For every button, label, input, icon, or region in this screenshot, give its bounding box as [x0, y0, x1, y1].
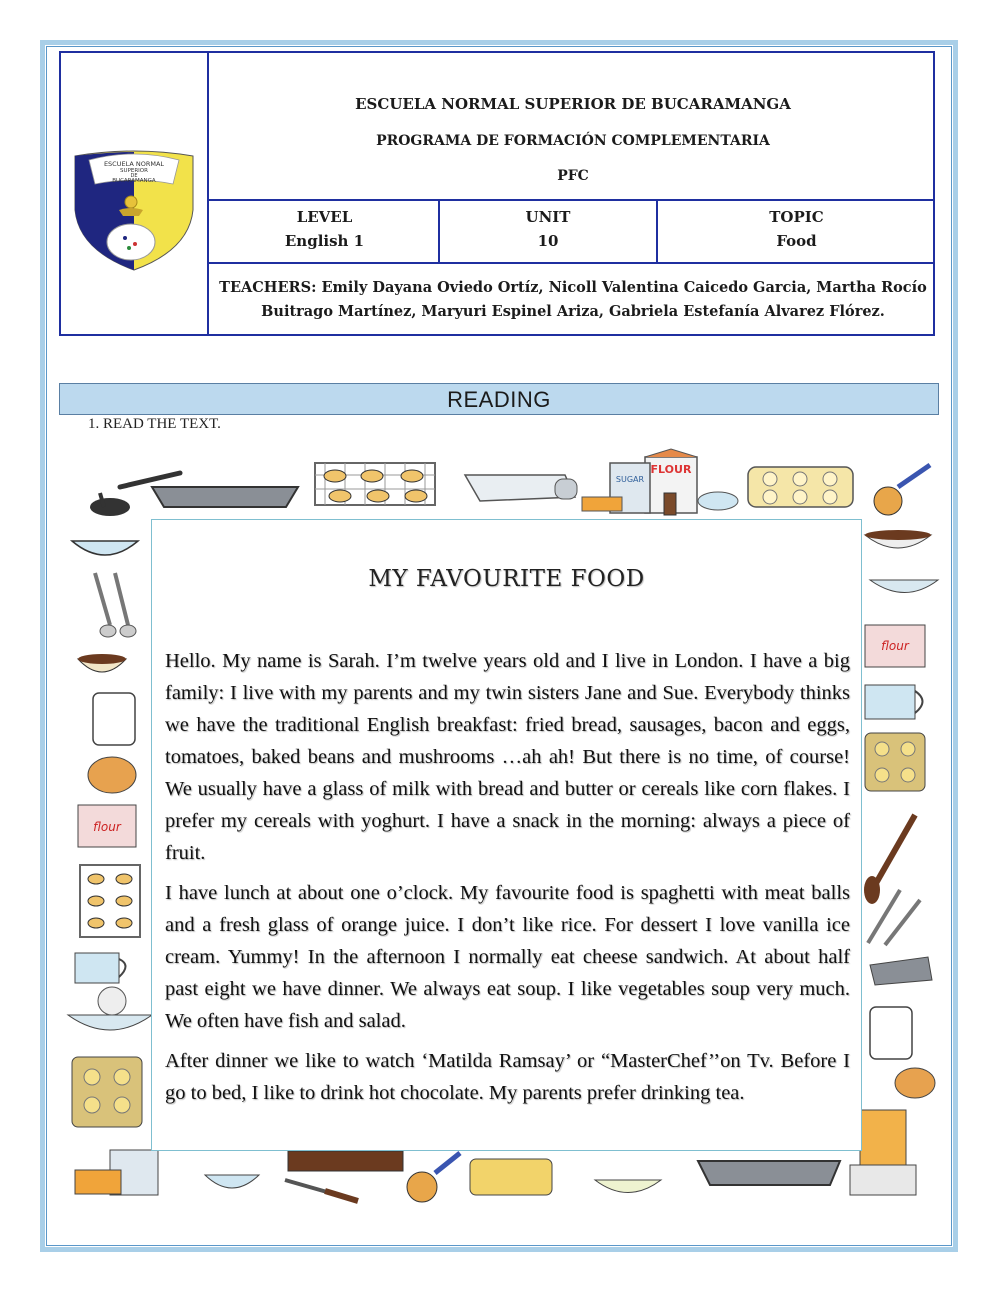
- teachers-line-1: TEACHERS: Emily Dayana Oviedo Ortíz, Nicoll Valentina Caicedo Garcia, Martha Rocío: [219, 279, 927, 296]
- reading-paragraph-1: Hello. My name is Sarah. I’m twelve years old and I live in London. I have a big family: I live with my parents and my twin sisters Jane and Sue. Everybody thinks we have the traditional English breakfast: fried bread, sausages, bacon and eggs, tomatoes, baked beans and mushrooms …ah ah! But there is no time, of course! We usually have a glass of milk with bread and butter or cereals like corn flakes. I prefer my cereals with yoghurt. I have a snack in the morning: always a piece of fruit.: [165, 650, 850, 864]
- cutting-board-icon: [288, 1151, 403, 1171]
- sugar-box-bottom-icon: [75, 1150, 158, 1195]
- chocolate-bowl-right-icon: [865, 530, 931, 548]
- unit-label: UNIT: [525, 208, 571, 226]
- teachers-line-2: Buitrago Martínez, Maryuri Espinel Ariza, Gabriela Estefanía Alvarez Flórez.: [261, 303, 885, 320]
- reading-paragraph-2: I have lunch at about one o’clock. My favourite food is spaghetti with meat balls and a fresh glass of orange juice. I don’t like rice. For dessert I love vanilla ice cream. Yummy! In the afternoon I normally eat cheese sandwich. At about half past eight we have dinner. We always eat soup. I like vegetables soup very much. We often have fish and salad.: [165, 882, 850, 1032]
- baking-tray-bottom-icon: [698, 1161, 840, 1185]
- topic-value: Food: [776, 232, 817, 250]
- logo-text-3: DE: [130, 173, 138, 179]
- measuring-jug-icon: [75, 953, 126, 983]
- milk-bottle-icon: [93, 693, 135, 745]
- whisk-icon: [864, 815, 915, 904]
- foil-roll-icon: [870, 957, 932, 985]
- egg-icon: [88, 757, 136, 793]
- topic-cell: [658, 205, 935, 253]
- level-value: English 1: [284, 232, 365, 250]
- unit-cell: [440, 205, 656, 253]
- measuring-spoons-icon: [95, 573, 136, 637]
- cookie-face-bottom-icon: [407, 1153, 460, 1202]
- lunch-box-icon: [470, 1159, 552, 1195]
- baking-tray-icon: [152, 487, 298, 507]
- header-table: [59, 51, 935, 336]
- knife-icon: [285, 1180, 358, 1201]
- divider: [209, 199, 935, 201]
- muffin-tray-icon: [748, 467, 853, 507]
- logo-text-2: SUPERIOR: [120, 168, 148, 174]
- section-title-bar: READING: [59, 383, 939, 415]
- school-name: ESCUELA NORMAL SUPERIOR DE BUCARAMANGA: [355, 95, 791, 113]
- reading-body: [165, 645, 850, 1117]
- milk-bottle-right-icon: [870, 1007, 912, 1059]
- level-cell: [211, 205, 438, 253]
- reading-paragraph-3: After dinner we like to watch ‘Matilda Ramsay’ or “MasterChef’’on Tv. Before I go to bed, I like to drink hot chocolate. My parents prefer drinking tea.: [165, 1050, 850, 1104]
- muffin-tray-right-icon: [865, 733, 925, 791]
- sugar-label: SUGAR: [615, 475, 645, 484]
- program-name: PROGRAMA DE FORMACIÓN COMPLEMENTARIA: [376, 133, 770, 149]
- chocolate-bowl-icon: [78, 654, 126, 672]
- mixing-bowl-icon: [72, 541, 138, 555]
- reading-title: MY FAVOURITE FOOD: [368, 566, 645, 592]
- rolling-pin-paper-icon: [465, 475, 577, 501]
- cooling-rack-icon: [315, 463, 435, 505]
- sieve-icon: [68, 987, 152, 1030]
- muffin-tray-side-icon: [72, 1057, 142, 1127]
- logo-cell: [61, 53, 209, 334]
- reading-card: [151, 519, 862, 1151]
- unit-value: 10: [537, 232, 559, 250]
- measuring-jug-right-icon: [865, 685, 923, 719]
- program-acronym: PFC: [557, 168, 589, 184]
- flour-bag-icon: [582, 449, 738, 515]
- flour-bag-right-icon: [865, 625, 925, 667]
- bowl-right-icon: [870, 580, 938, 593]
- logo-text-4: BUCARAMANGA: [112, 178, 156, 184]
- flour-small-label: flour: [93, 820, 121, 834]
- instruction-text: 1. READ THE TEXT.: [88, 416, 221, 432]
- bowl-bottom-icon: [205, 1175, 259, 1188]
- teachers-list: [213, 276, 933, 324]
- cooling-rack-side-icon: [80, 865, 140, 937]
- flour-bag-small-icon: [78, 805, 136, 847]
- level-label: LEVEL: [296, 208, 353, 226]
- divider: [209, 262, 935, 264]
- school-crest-logo: [69, 150, 199, 272]
- flour-label: FLOUR: [650, 463, 692, 476]
- flour-small-label-right: flour: [881, 639, 909, 653]
- mixing-bowl-bottom-icon: [595, 1180, 661, 1193]
- logo-text-1: ESCUELA NORMAL: [103, 160, 165, 168]
- topic-label: TOPIC: [769, 208, 824, 226]
- cookie-face-icon: [874, 465, 930, 515]
- egg-right-icon: [895, 1068, 935, 1098]
